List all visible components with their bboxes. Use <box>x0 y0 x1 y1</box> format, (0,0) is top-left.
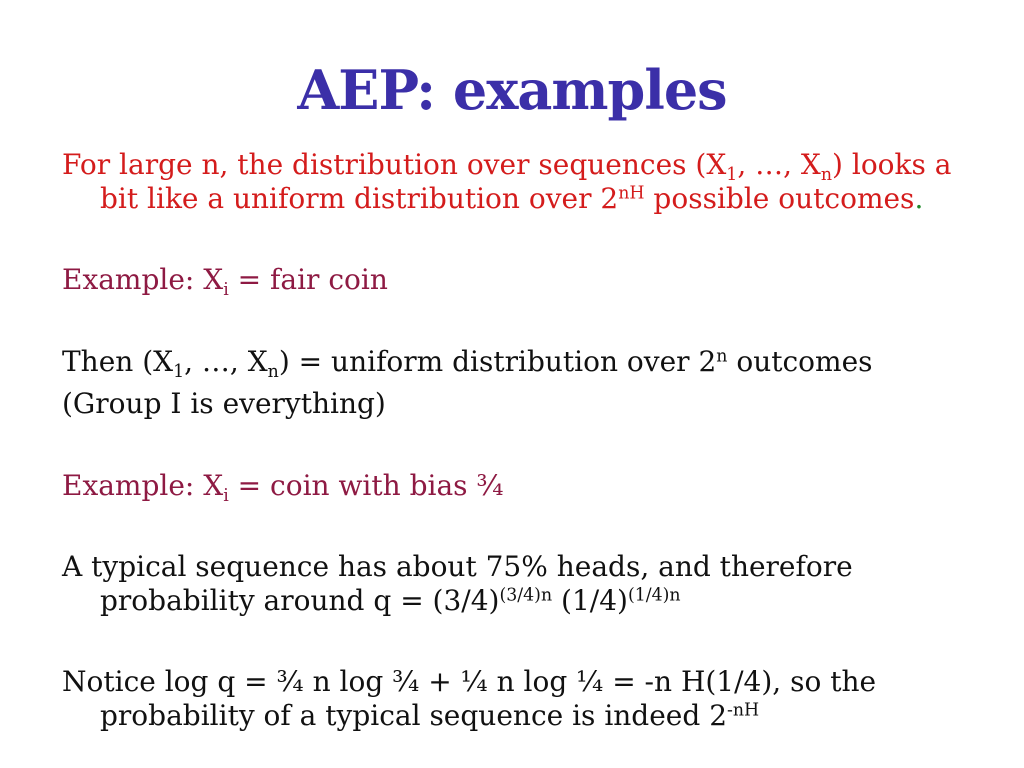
text-run: possible outcomes <box>644 182 915 215</box>
period: . <box>914 182 924 215</box>
superscript: (3/4)n <box>499 585 553 606</box>
slide-title: AEP: examples <box>297 58 727 122</box>
superscript: n <box>716 346 728 367</box>
subscript: i <box>223 486 229 507</box>
paragraph-uniform-distribution <box>62 345 1024 383</box>
text-run: (1/4) <box>552 584 628 617</box>
text-run: (Group I is everything) <box>62 387 386 420</box>
paragraph-example-fair-coin <box>62 263 1024 301</box>
text-run: bit like a uniform distribution over 2 <box>100 182 619 215</box>
text-run: = coin with bias ¾ <box>228 469 504 502</box>
text-run: , …, X <box>737 148 821 181</box>
superscript: -nH <box>727 700 760 721</box>
text-run: , …, X <box>184 345 268 378</box>
subscript: n <box>267 362 279 383</box>
text-run: ) = uniform distribution over 2 <box>278 345 717 378</box>
paragraph-group-note <box>62 387 1024 421</box>
paragraph-example-biased-coin <box>62 469 1024 507</box>
superscript: nH <box>618 183 645 204</box>
text-run: A typical sequence has about 75% heads, and therefore <box>62 550 853 583</box>
text-run: Example: X <box>62 469 224 502</box>
paragraph-typical-sequence <box>62 550 1024 618</box>
subscript: i <box>223 280 229 301</box>
text-run: Example: X <box>62 263 224 296</box>
text-run: For large n, the distribution over sequences (X <box>62 148 727 181</box>
text-run: = fair coin <box>228 263 388 296</box>
paragraph-log-probability <box>62 665 1024 733</box>
subscript: n <box>820 165 833 186</box>
text-run: probability around q = (3/4) <box>100 584 500 617</box>
paragraph-aep-description <box>62 148 1024 216</box>
subscript: 1 <box>173 362 185 383</box>
subscript: 1 <box>726 165 738 186</box>
text-run: probability of a typical sequence is indeed 2 <box>100 699 728 732</box>
text-run: ) looks a <box>832 148 952 181</box>
text-run: Notice log q = ¾ n log ¾ + ¼ n log ¼ = -n H(1/4), so the <box>62 665 877 698</box>
text-run: Then (X <box>62 345 174 378</box>
text-run: outcomes <box>727 345 873 378</box>
superscript: (1/4)n <box>627 585 681 606</box>
